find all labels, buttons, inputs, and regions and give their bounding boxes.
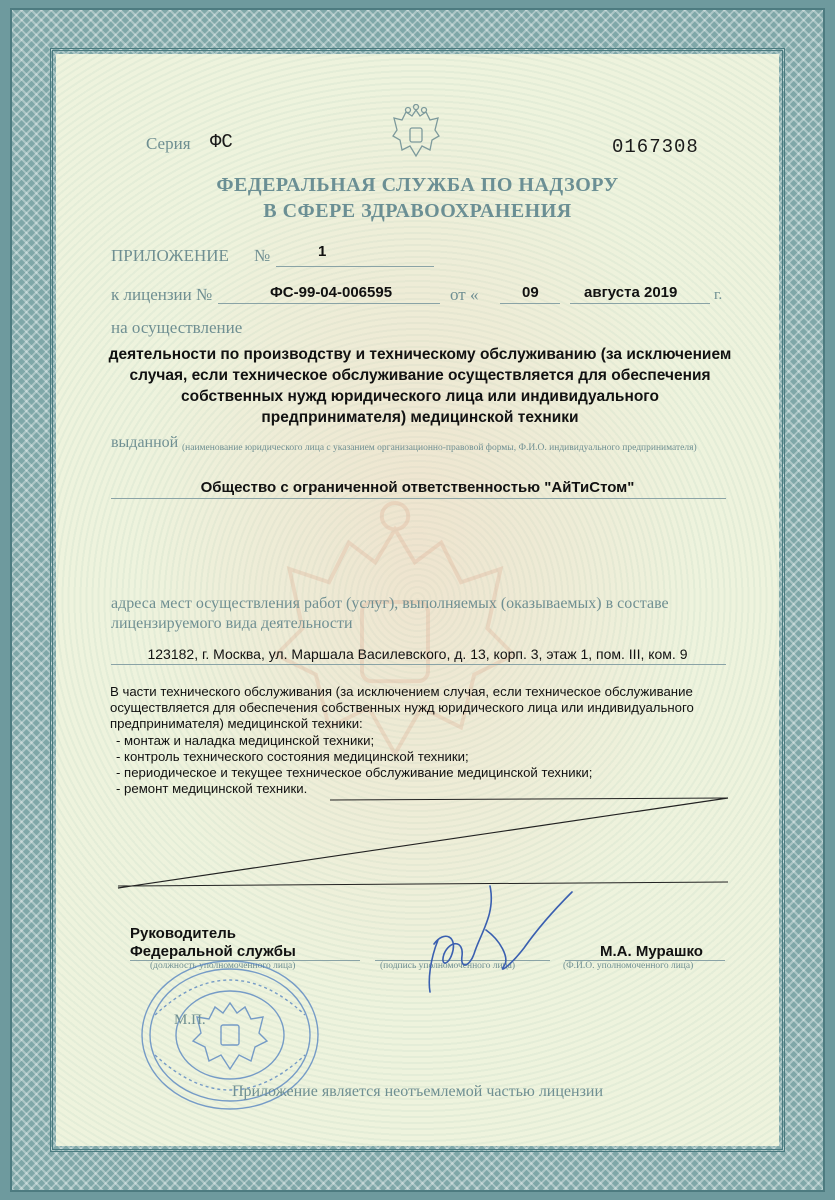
address-label: адреса мест осуществления работ (услуг), выполняемых (оказываемых) в составе лицензируемого вида деятельности xyxy=(111,595,669,632)
signer-name: М.А. Мурашко xyxy=(600,943,703,960)
license-label: к лицензии № xyxy=(111,285,213,304)
license-underline xyxy=(218,303,440,304)
footer-note: Приложение является неотъемлемой частью лицензии xyxy=(231,1083,604,1100)
stamp-place-label: М.П. xyxy=(174,1012,206,1028)
scope-item: - монтаж и наладка медицинской техники; xyxy=(116,732,375,748)
scope-intro: В части технического обслуживания (за исключением случая, если техническое обслуживание осуществляется для обеспечения собственных нужд юридического лица или индивидуального предпринимателя) медицинской техники: xyxy=(110,684,694,732)
license-date-day: 09 xyxy=(522,284,539,301)
work-address: 123182, г. Москва, ул. Маршала Василевского, д. 13, корп. 3, этаж 1, пом. III, ком. 9 xyxy=(147,646,688,662)
day-underline xyxy=(500,303,560,304)
handwritten-signature xyxy=(400,870,580,1000)
appendix-number-label: № xyxy=(254,246,271,265)
date-from-label: от « xyxy=(450,285,479,304)
appendix-label: ПРИЛОЖЕНИЕ xyxy=(111,246,229,265)
scope-item: - ремонт медицинской техники. xyxy=(116,781,308,797)
role-caption: (должность уполномоченного лица) xyxy=(150,961,296,971)
activity-description: деятельности по производству и техническому обслуживанию (за исключением случая, если техническое обслуживание осуществляется для обеспечения собственных нужд юридического лица или индивидуального предпринимателя) медицинской техники xyxy=(108,346,732,426)
signature-caption: (подпись уполномоченного лица) xyxy=(380,961,516,971)
appendix-number: 1 xyxy=(318,243,327,260)
series-value: ФС xyxy=(210,131,233,153)
series-label: Серия xyxy=(146,134,191,153)
issued-label: выданной xyxy=(111,434,179,451)
license-date-month-year: августа 2019 xyxy=(584,284,678,301)
appendix-underline xyxy=(276,266,434,267)
agency-title-line2: В СФЕРЕ ЗДРАВООХРАНЕНИЯ xyxy=(263,200,572,222)
form-number: 0167308 xyxy=(612,136,699,158)
month-underline xyxy=(570,303,710,304)
scope-item: - периодическое и текущее техническое обслуживание медицинской техники; xyxy=(116,765,593,781)
coat-of-arms-icon xyxy=(390,104,442,164)
signer-role-line2: Федеральной службы xyxy=(130,943,296,960)
issued-caption: (наименование юридического лица с указанием организационно-правовой формы, Ф.И.О. индивидуального предпринимателя) xyxy=(182,443,697,453)
company-underline xyxy=(111,498,726,499)
scope-item: - контроль технического состояния медицинской техники; xyxy=(116,748,469,764)
license-number: ФС-99-04-006595 xyxy=(270,284,393,301)
activity-label: на осуществление xyxy=(111,318,243,337)
signer-role-line1: Руководитель xyxy=(130,925,236,942)
address-underline xyxy=(111,664,726,665)
year-suffix: г. xyxy=(714,287,723,303)
company-name: Общество с ограниченной ответственностью "АйТиСтом" xyxy=(200,479,635,496)
name-caption: (Ф.И.О. уполномоченного лица) xyxy=(563,961,694,971)
agency-title-line1: ФЕДЕРАЛЬНАЯ СЛУЖБА ПО НАДЗОРУ xyxy=(216,174,619,196)
